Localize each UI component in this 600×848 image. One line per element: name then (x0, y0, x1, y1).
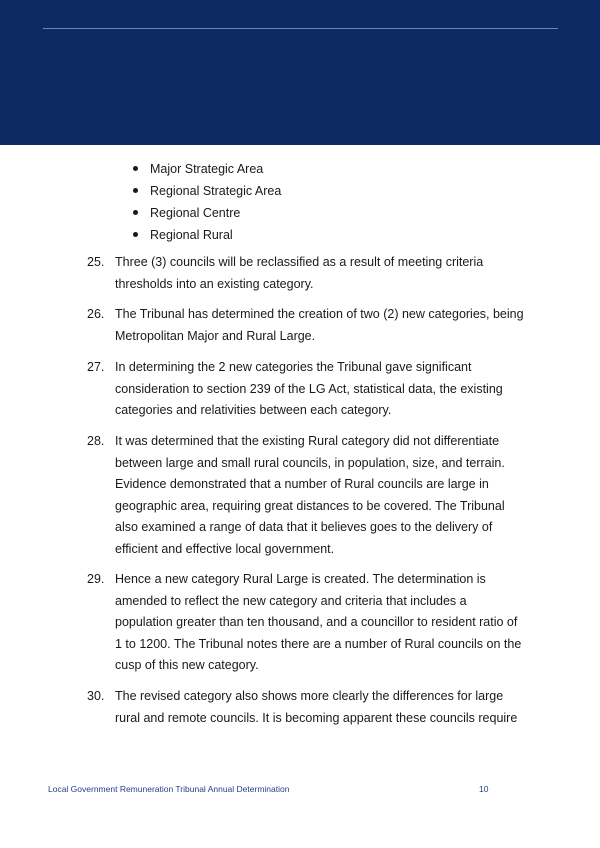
paragraph-text: The revised category also shows more clearly the differences for large rural and remote councils. It is becoming apparent these councils require (115, 689, 518, 725)
bullet-text: Regional Rural (150, 228, 233, 242)
paragraph-number: 26. (87, 307, 105, 321)
bullet-dot-icon (133, 166, 138, 171)
bullet-item (0, 224, 281, 246)
bullet-text: Regional Centre (150, 206, 241, 220)
paragraph-text: Hence a new category Rural Large is created. The determination is amended to reflect the new category and criteria that includes a population greater than ten thousand, and a councillor to resident ratio of 1 to 1200. The Tribunal notes there are a number of Rural councils on the cusp of this new category. (115, 572, 522, 672)
paragraph-number: 28. (87, 434, 105, 448)
bullet-item (0, 158, 281, 180)
header-band (0, 0, 600, 145)
bullet-dot-icon (133, 210, 138, 215)
bullet-item (0, 202, 281, 224)
paragraph-text: The Tribunal has determined the creation of two (2) new categories, being Metropolitan Major and Rural Large. (115, 307, 524, 343)
bullet-text: Regional Strategic Area (150, 184, 282, 198)
footer-page-number: 10 (479, 784, 489, 794)
footer-title: Local Government Remuneration Tribunal Annual Determination (48, 784, 290, 794)
paragraph-number: 30. (87, 689, 105, 703)
category-bullet-list (0, 158, 281, 246)
paragraph-number: 29. (87, 572, 105, 586)
paragraph-text: It was determined that the existing Rural category did not differentiate between large and small rural councils, in population, size, and terrain. Evidence demonstrated that a number of Rural councils are large in geographic area, requiring great distances to be covered. The Tribunal also examined a range of data that it believes goes to the delivery of efficient and effective local government. (115, 434, 505, 556)
paragraph-text: Three (3) councils will be reclassified as a result of meeting criteria thresholds into an existing category. (115, 255, 484, 291)
bullet-text: Major Strategic Area (150, 162, 264, 176)
bullet-dot-icon (133, 188, 138, 193)
paragraph-number: 25. (87, 255, 105, 269)
bullet-item (0, 180, 281, 202)
header-rule (43, 28, 558, 29)
paragraph-number: 27. (87, 360, 105, 374)
paragraph-text: In determining the 2 new categories the Tribunal gave significant consideration to section 239 of the LG Act, statistical data, the existing categories and relativities between each category. (115, 360, 503, 417)
bullet-dot-icon (133, 232, 138, 237)
